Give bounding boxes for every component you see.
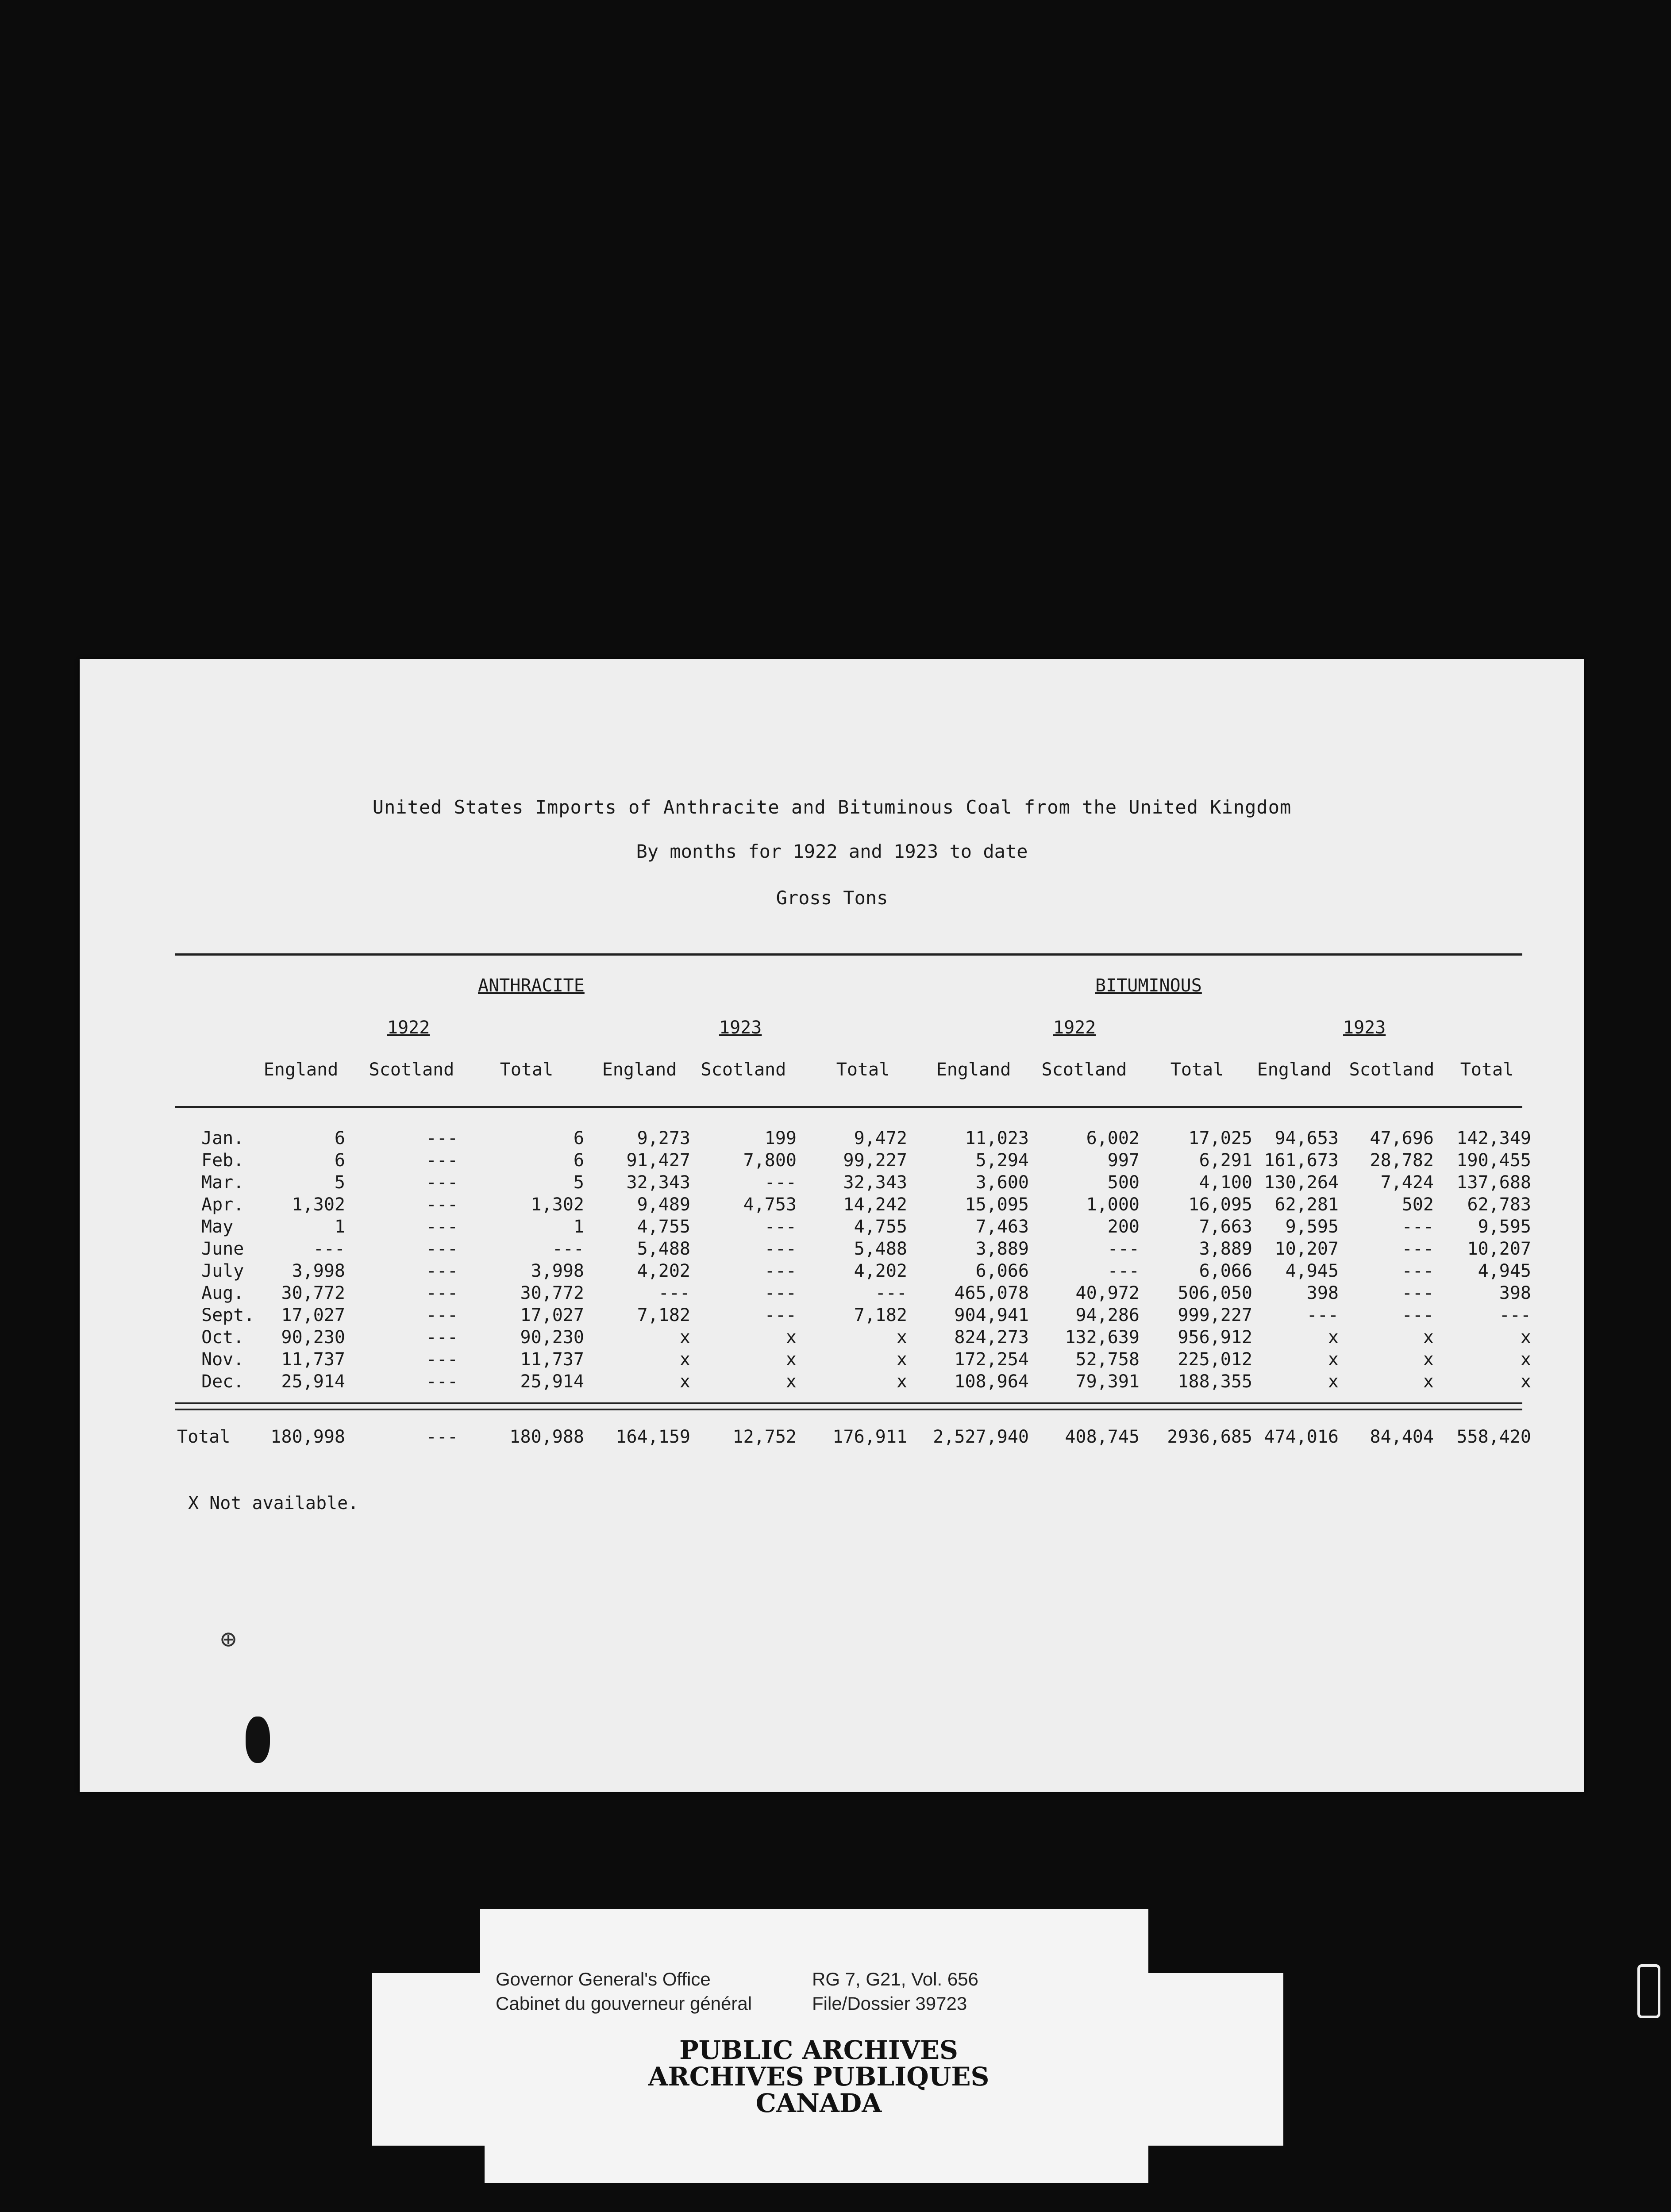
table-cell: x	[1423, 1349, 1434, 1370]
table-cell: 9,595	[1478, 1217, 1531, 1237]
table-cell: ---	[764, 1261, 797, 1281]
table-cell: 17,027	[281, 1305, 345, 1325]
section-anthracite: ANTHRACITE	[478, 975, 585, 996]
table-cell: ---	[1401, 1217, 1434, 1237]
table-cell: 188,355	[1178, 1371, 1252, 1392]
archive-label-foot	[485, 2141, 1148, 2183]
table-cell: 11,023	[965, 1128, 1029, 1148]
table-cell: 6	[573, 1128, 584, 1148]
table-cell: ---	[313, 1239, 345, 1259]
table-cell: 6,002	[1086, 1128, 1140, 1148]
table-cell: 398	[1499, 1283, 1531, 1303]
reference-file: File/Dossier 39723	[812, 1993, 967, 2014]
column-header: Scotland	[1041, 1060, 1127, 1080]
table-cell: 7,463	[975, 1217, 1029, 1237]
year-anthracite-1922: 1922	[387, 1018, 430, 1038]
table-cell: x	[785, 1371, 797, 1392]
table-cell: 1,000	[1086, 1194, 1140, 1215]
row-month-label: Dec.	[201, 1371, 244, 1392]
table-cell: x	[896, 1371, 907, 1392]
table-cell: 17,025	[1188, 1128, 1252, 1148]
table-cell: ---	[426, 1371, 458, 1392]
table-cell: 52,758	[1075, 1349, 1140, 1370]
table-cell: ---	[426, 1239, 458, 1259]
row-month-label: Feb.	[201, 1150, 244, 1171]
total-label: Total	[177, 1427, 231, 1447]
table-cell: ---	[1401, 1261, 1434, 1281]
table-cell: ---	[1306, 1305, 1339, 1325]
year-anthracite-1923: 1923	[719, 1018, 762, 1038]
table-cell: 465,078	[954, 1283, 1029, 1303]
table-cell: 11,737	[281, 1349, 345, 1370]
table-cell: 956,912	[1178, 1327, 1252, 1348]
table-cell: ---	[764, 1239, 797, 1259]
table-cell: 3,889	[975, 1239, 1029, 1259]
table-cell: x	[1520, 1327, 1531, 1348]
footnote: X Not available.	[188, 1493, 359, 1513]
table-cell: 4,945	[1285, 1261, 1339, 1281]
table-cell: 5,294	[975, 1150, 1029, 1171]
total-rule-upper	[175, 1402, 1522, 1404]
table-cell: 7,800	[743, 1150, 797, 1171]
row-month-label: June	[201, 1239, 244, 1259]
table-cell: 199	[764, 1128, 797, 1148]
table-cell: 1	[573, 1217, 584, 1237]
table-cell: 225,012	[1178, 1349, 1252, 1370]
table-cell: 6,066	[1199, 1261, 1252, 1281]
year-bituminous-1923: 1923	[1343, 1018, 1386, 1038]
total-cell: 408,745	[1065, 1427, 1140, 1447]
table-cell: 3,998	[531, 1261, 584, 1281]
table-cell: 16,095	[1188, 1194, 1252, 1215]
row-month-label: Aug.	[201, 1283, 244, 1303]
total-cell: 2936,685	[1167, 1427, 1252, 1447]
table-cell: 4,202	[637, 1261, 690, 1281]
table-cell: 30,772	[520, 1283, 584, 1303]
table-cell: 94,653	[1274, 1128, 1339, 1148]
table-cell: 62,783	[1467, 1194, 1531, 1215]
reference-rg: RG 7, G21, Vol. 656	[812, 1969, 978, 1989]
total-rule-lower	[175, 1409, 1522, 1410]
table-cell: 25,914	[520, 1371, 584, 1392]
table-cell: 506,050	[1178, 1283, 1252, 1303]
row-month-label: Nov.	[201, 1349, 244, 1370]
table-cell: ---	[426, 1327, 458, 1348]
table-cell: ---	[426, 1261, 458, 1281]
table-cell: ---	[426, 1172, 458, 1193]
total-cell: 474,016	[1264, 1427, 1339, 1447]
table-cell: ---	[426, 1128, 458, 1148]
office-english: Governor General's Office	[496, 1969, 711, 1989]
office-french: Cabinet du gouverneur général	[496, 1993, 752, 2014]
table-cell: 6	[334, 1128, 345, 1148]
table-cell: ---	[1401, 1283, 1434, 1303]
column-header: Scotland	[701, 1060, 786, 1080]
table-cell: 90,230	[520, 1327, 584, 1348]
table-cell: 4,755	[854, 1217, 907, 1237]
header-rule	[175, 1106, 1522, 1108]
table-cell: ---	[875, 1283, 907, 1303]
table-cell: ---	[426, 1283, 458, 1303]
table-cell: 30,772	[281, 1283, 345, 1303]
row-month-label: Sept.	[201, 1305, 255, 1325]
table-cell: 9,489	[637, 1194, 690, 1215]
table-cell: 25,914	[281, 1371, 345, 1392]
row-month-label: Apr.	[201, 1194, 244, 1215]
table-cell: 10,207	[1467, 1239, 1531, 1259]
table-cell: 6	[334, 1150, 345, 1171]
table-cell: ---	[426, 1194, 458, 1215]
table-cell: x	[1328, 1327, 1339, 1348]
table-cell: x	[1520, 1371, 1531, 1392]
table-cell: 824,273	[954, 1327, 1029, 1348]
document-unit: Gross Tons	[776, 887, 888, 909]
table-cell: 4,202	[854, 1261, 907, 1281]
table-cell: x	[1423, 1327, 1434, 1348]
table-cell: 132,639	[1065, 1327, 1140, 1348]
total-cell: 84,404	[1370, 1427, 1434, 1447]
margin-mark: ⊕	[220, 1624, 237, 1655]
ink-blot	[246, 1717, 270, 1763]
table-cell: 6,291	[1199, 1150, 1252, 1171]
table-cell: 3,889	[1199, 1239, 1252, 1259]
table-cell: 79,391	[1075, 1371, 1140, 1392]
column-header: England	[936, 1060, 1011, 1080]
table-cell: 200	[1107, 1217, 1140, 1237]
row-month-label: July	[201, 1261, 244, 1281]
table-cell: 190,455	[1456, 1150, 1531, 1171]
table-cell: x	[1328, 1371, 1339, 1392]
table-cell: x	[679, 1371, 690, 1392]
table-cell: 904,941	[954, 1305, 1029, 1325]
table-cell: 99,227	[843, 1150, 907, 1171]
table-cell: 1,302	[531, 1194, 584, 1215]
table-cell: 5,488	[854, 1239, 907, 1259]
column-header: England	[602, 1060, 677, 1080]
table-cell: 91,427	[626, 1150, 690, 1171]
document-subtitle: By months for 1922 and 1923 to date	[636, 841, 1028, 862]
table-cell: 5,488	[637, 1239, 690, 1259]
table-cell: 1,302	[292, 1194, 345, 1215]
table-cell: x	[1423, 1371, 1434, 1392]
table-cell: 161,673	[1264, 1150, 1339, 1171]
table-cell: 7,182	[637, 1305, 690, 1325]
row-month-label: May	[201, 1217, 234, 1237]
table-cell: 14,242	[843, 1194, 907, 1215]
table-cell: 7,663	[1199, 1217, 1252, 1237]
table-cell: ---	[658, 1283, 690, 1303]
document-title: United States Imports of Anthracite and Bituminous Coal from the United Kingdom	[372, 796, 1292, 818]
table-cell: x	[679, 1349, 690, 1370]
table-cell: 137,688	[1456, 1172, 1531, 1193]
table-cell: ---	[1401, 1239, 1434, 1259]
table-cell: 997	[1107, 1150, 1140, 1171]
table-cell: ---	[426, 1349, 458, 1370]
table-cell: 5	[334, 1172, 345, 1193]
table-cell: 47,696	[1370, 1128, 1434, 1148]
row-month-label: Jan.	[201, 1128, 244, 1148]
table-cell: ---	[1107, 1261, 1140, 1281]
column-header: England	[263, 1060, 339, 1080]
table-cell: 3,998	[292, 1261, 345, 1281]
document-page	[80, 659, 1584, 1792]
table-cell: 4,100	[1199, 1172, 1252, 1193]
table-cell: 4,755	[637, 1217, 690, 1237]
archive-stamp-line-1: PUBLIC ARCHIVES	[679, 2035, 958, 2065]
table-cell: x	[1520, 1349, 1531, 1370]
table-cell: ---	[426, 1217, 458, 1237]
table-cell: x	[785, 1349, 797, 1370]
table-cell: ---	[1107, 1239, 1140, 1259]
table-cell: 90,230	[281, 1327, 345, 1348]
table-cell: 32,343	[626, 1172, 690, 1193]
table-cell: ---	[764, 1172, 797, 1193]
table-cell: 4,753	[743, 1194, 797, 1215]
table-cell: 40,972	[1075, 1283, 1140, 1303]
table-cell: 94,286	[1075, 1305, 1140, 1325]
table-cell: 398	[1306, 1283, 1339, 1303]
table-cell: 28,782	[1370, 1150, 1434, 1171]
column-header: Total	[1460, 1060, 1514, 1080]
archive-stamp-line-2: ARCHIVES PUBLIQUES	[648, 2062, 990, 2092]
table-cell: 1	[334, 1217, 345, 1237]
column-header: England	[1257, 1060, 1332, 1080]
table-cell: x	[896, 1349, 907, 1370]
table-cell: 9,472	[854, 1128, 907, 1148]
column-header: Scotland	[1349, 1060, 1435, 1080]
table-cell: x	[896, 1327, 907, 1348]
table-cell: x	[785, 1327, 797, 1348]
year-bituminous-1922: 1922	[1053, 1018, 1096, 1038]
table-cell: ---	[764, 1283, 797, 1303]
table-cell: 4,945	[1478, 1261, 1531, 1281]
table-cell: 142,349	[1456, 1128, 1531, 1148]
table-cell: x	[1328, 1349, 1339, 1370]
table-cell: 11,737	[520, 1349, 584, 1370]
table-cell: 10,207	[1274, 1239, 1339, 1259]
table-cell: 999,227	[1178, 1305, 1252, 1325]
total-cell: 176,911	[832, 1427, 907, 1447]
table-cell: 500	[1107, 1172, 1140, 1193]
table-cell: 17,027	[520, 1305, 584, 1325]
total-cell: 2,527,940	[933, 1427, 1029, 1447]
table-cell: 7,424	[1380, 1172, 1434, 1193]
table-cell: ---	[1499, 1305, 1531, 1325]
total-cell: 558,420	[1456, 1427, 1531, 1447]
frame-edge-mark	[1637, 1964, 1660, 2018]
column-header: Total	[1170, 1060, 1224, 1080]
column-header: Total	[500, 1060, 554, 1080]
table-cell: 32,343	[843, 1172, 907, 1193]
table-cell: ---	[426, 1150, 458, 1171]
table-cell: 7,182	[854, 1305, 907, 1325]
archive-stamp-line-3: CANADA	[755, 2088, 882, 2118]
table-cell: 9,595	[1285, 1217, 1339, 1237]
table-cell: 6,066	[975, 1261, 1029, 1281]
table-cell: 130,264	[1264, 1172, 1339, 1193]
table-cell: 108,964	[954, 1371, 1029, 1392]
section-bituminous: BITUMINOUS	[1095, 975, 1202, 996]
table-cell: 502	[1401, 1194, 1434, 1215]
table-cell: ---	[764, 1217, 797, 1237]
table-cell: 62,281	[1274, 1194, 1339, 1215]
table-cell: ---	[552, 1239, 584, 1259]
table-cell: 9,273	[637, 1128, 690, 1148]
total-cell: 12,752	[732, 1427, 797, 1447]
row-month-label: Oct.	[201, 1327, 244, 1348]
table-cell: x	[679, 1327, 690, 1348]
row-month-label: Mar.	[201, 1172, 244, 1193]
total-cell: ---	[426, 1427, 458, 1447]
total-cell: 164,159	[616, 1427, 690, 1447]
column-header: Scotland	[369, 1060, 454, 1080]
column-header: Total	[836, 1060, 890, 1080]
total-cell: 180,988	[509, 1427, 584, 1447]
table-cell: 172,254	[954, 1349, 1029, 1370]
table-cell: ---	[764, 1305, 797, 1325]
table-cell: 15,095	[965, 1194, 1029, 1215]
table-cell: ---	[1401, 1305, 1434, 1325]
total-cell: 180,998	[270, 1427, 345, 1447]
table-cell: ---	[426, 1305, 458, 1325]
table-cell: 5	[573, 1172, 584, 1193]
table-cell: 6	[573, 1150, 584, 1171]
table-cell: 3,600	[975, 1172, 1029, 1193]
top-rule	[175, 953, 1522, 956]
